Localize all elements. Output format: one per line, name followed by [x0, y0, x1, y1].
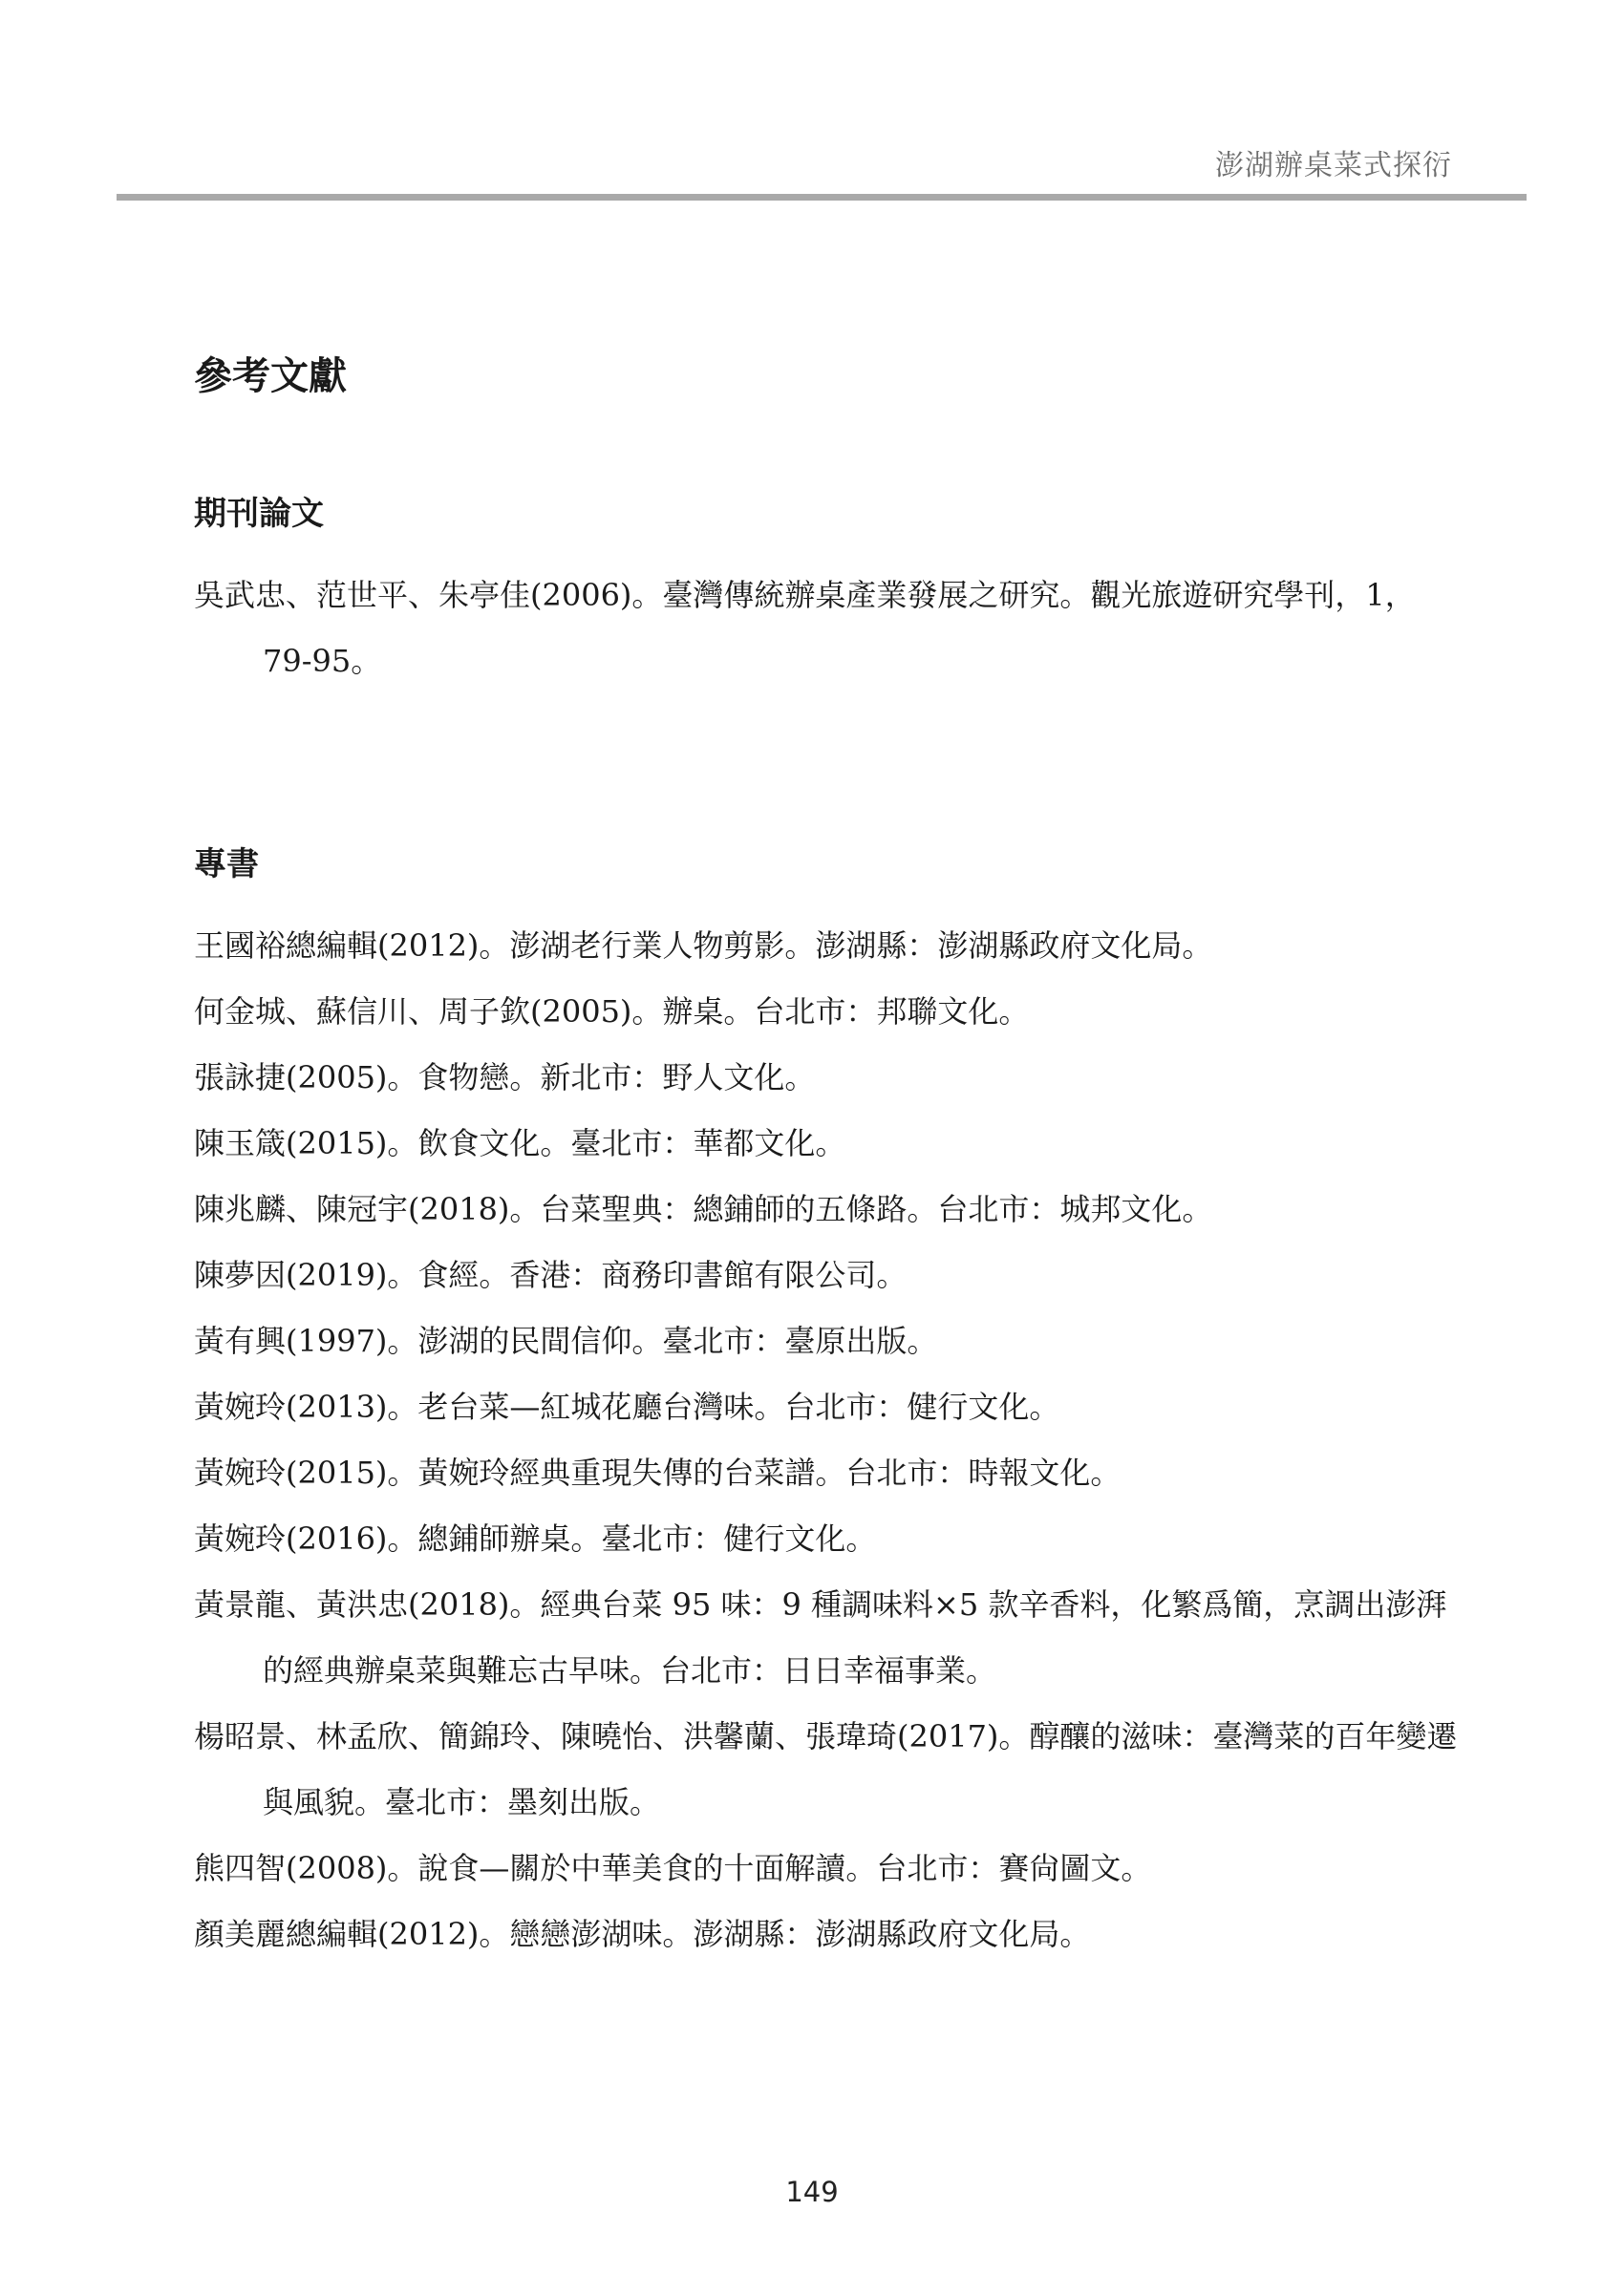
journal-reference-list — [194, 563, 1464, 694]
reference-entry: 顏美麗總編輯(2012)。戀戀澎湖味。澎湖縣：澎湖縣政府文化局。 — [194, 1915, 1091, 1952]
references-content — [194, 353, 1464, 1967]
reference-entry: 黃婉玲(2016)。總鋪師辦桌。臺北市：健行文化。 — [194, 1520, 877, 1557]
reference-entry: 黃婉玲(2015)。黃婉玲經典重現失傳的台菜譜。台北市：時報文化。 — [194, 1454, 1122, 1491]
section-heading-journals: 期刊論文 — [194, 495, 324, 533]
reference-entry: 陳兆麟、陳冠宇(2018)。台菜聖典：總鋪師的五條路。台北市：城邦文化。 — [194, 1190, 1213, 1227]
page-title: 參考文獻 — [194, 353, 347, 398]
header-rule — [117, 194, 1527, 201]
page-number: 149 — [785, 2176, 839, 2208]
reference-entry: 黃婉玲(2013)。老台菜—紅城花廳台灣味。台北市：健行文化。 — [194, 1388, 1060, 1425]
reference-entry: 熊四智(2008)。說食—關於中華美食的十面解讀。台北市：賽尙圖文。 — [194, 1849, 1152, 1886]
reference-entry: 王國裕總編輯(2012)。澎湖老行業人物剪影。澎湖縣：澎湖縣政府文化局。 — [194, 926, 1213, 964]
running-header-title: 澎湖辦桌菜式探衍 — [1215, 149, 1452, 182]
section-heading-books: 專書 — [194, 844, 259, 883]
reference-entry: 吳武忠、范世平、朱亭佳(2006)。臺灣傳統辦桌產業發展之研究。觀光旅遊研究學刊，1，79-95。 — [194, 576, 1416, 679]
section-spacer — [194, 694, 1464, 845]
reference-entry: 黃景龍、黃洪忠(2018)。經典台菜 95 味：9 種調味料×5 款辛香料，化繁爲簡，烹調出澎湃的經典辦桌菜與難忘古早味。台北市：日日幸福事業。 — [194, 1585, 1447, 1689]
reference-entry: 陳夢因(2019)。食經。香港：商務印書館有限公司。 — [194, 1256, 908, 1293]
reference-entry: 陳玉箴(2015)。飲食文化。臺北市：華都文化。 — [194, 1124, 846, 1161]
reference-entry: 楊昭景、林孟欣、簡錦玲、陳曉怡、洪馨蘭、張瑋琦(2017)。醇釀的滋味：臺灣菜的百年變遷與風貌。臺北市：墨刻出版。 — [194, 1717, 1458, 1820]
reference-entry: 張詠捷(2005)。食物戀。新北市：野人文化。 — [194, 1058, 816, 1095]
reference-entry: 黃有興(1997)。澎湖的民間信仰。臺北市：臺原出版。 — [194, 1322, 938, 1359]
reference-entry: 何金城、蘇信川、周子欽(2005)。辦桌。台北市：邦聯文化。 — [194, 992, 1030, 1030]
book-reference-list — [194, 913, 1464, 1967]
